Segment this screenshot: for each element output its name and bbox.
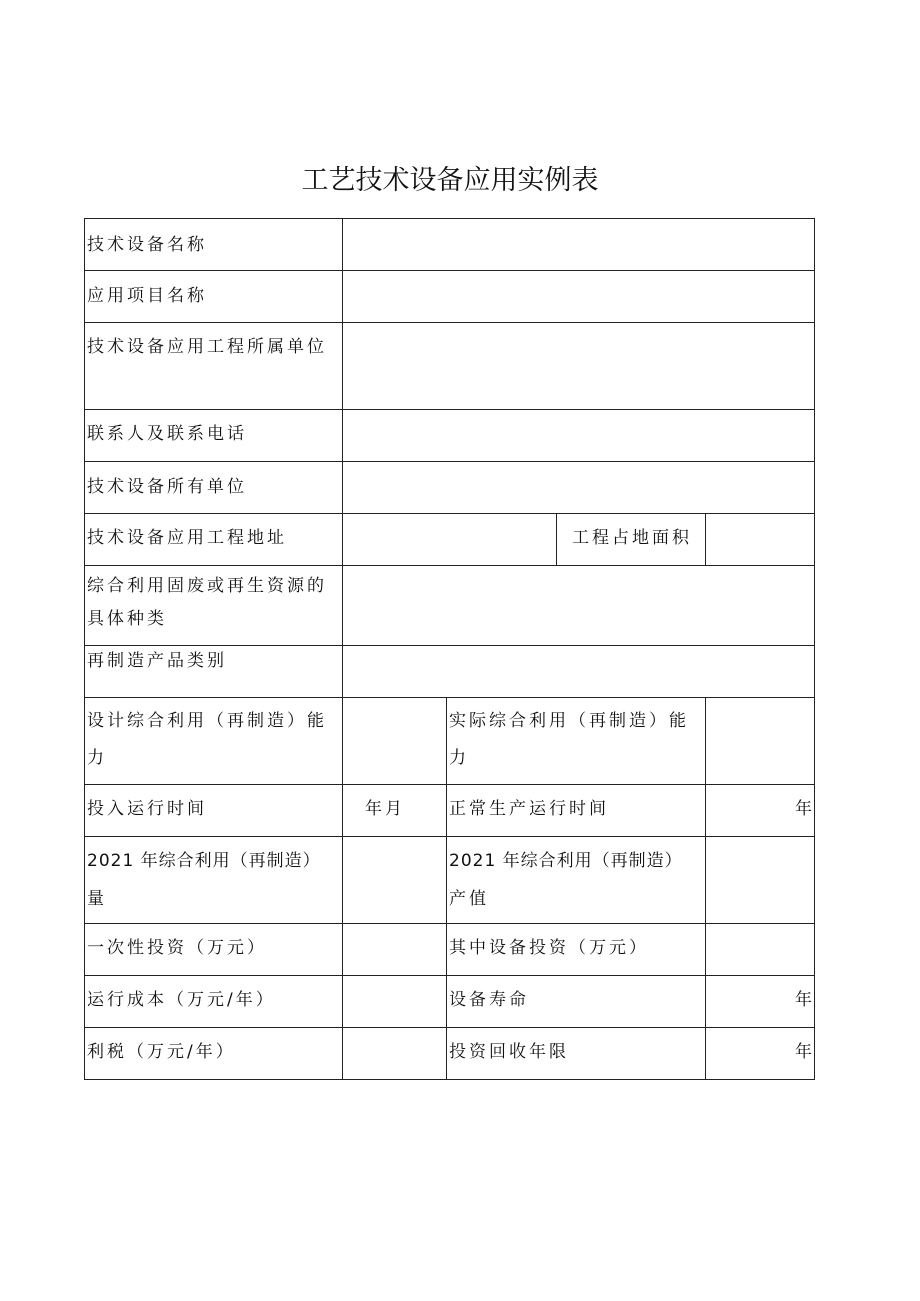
label-profit-tax: 利税（万元/年）: [87, 1042, 236, 1062]
page-title: 工艺技术设备应用实例表: [301, 165, 599, 196]
label-remanufacture-category: 再制造产品类别: [87, 651, 227, 671]
label-equipment-name: 技术设备名称: [87, 235, 207, 255]
label-project-address: 技术设备应用工程地址: [87, 528, 287, 548]
label-operating-cost: 运行成本（万元/年）: [87, 990, 276, 1010]
label-design-capacity-line1: 设计综合利用（再制造）能: [87, 711, 327, 731]
equipment-name-value[interactable]: [343, 219, 814, 270]
label-actual-capacity-line1: 实际综合利用（再制造）能: [449, 711, 689, 731]
remanufacture-category-value[interactable]: [343, 646, 814, 697]
project-owner-unit-value[interactable]: [343, 323, 814, 409]
label-equipment-life: 设备寿命: [449, 990, 529, 1010]
label-one-time-investment: 一次性投资（万元）: [87, 938, 267, 958]
label-normal-time: 正常生产运行时间: [449, 799, 609, 819]
start-time-unit: 年月: [365, 799, 405, 819]
normal-time-unit: 年: [795, 799, 812, 819]
label-actual-capacity-line2: 力: [449, 748, 469, 768]
label-land-area: 工程占地面积: [572, 528, 692, 548]
label-volume-2021-line1: 2021 年综合利用（再制造）: [87, 851, 321, 871]
label-waste-types-line2: 具体种类: [87, 609, 167, 629]
project-name-value[interactable]: [343, 271, 814, 322]
label-value-2021-line1: 2021 年综合利用（再制造）: [449, 851, 683, 871]
column-divider: [705, 697, 706, 1080]
label-project-name: 应用项目名称: [87, 286, 207, 306]
label-value-2021-line2: 产值: [449, 889, 489, 909]
contact-value[interactable]: [343, 410, 814, 461]
label-equipment-investment: 其中设备投资（万元）: [449, 938, 649, 958]
label-design-capacity-line2: 力: [87, 748, 107, 768]
label-payback-period: 投资回收年限: [449, 1042, 569, 1062]
label-start-time: 投入运行时间: [87, 799, 207, 819]
land-area-value[interactable]: [706, 514, 814, 565]
label-volume-2021-line2: 量: [87, 889, 107, 909]
label-project-owner-unit: 技术设备应用工程所属单位: [87, 337, 327, 357]
column-divider: [446, 697, 447, 1080]
equipment-life-unit: 年: [795, 990, 812, 1010]
waste-types-value[interactable]: [343, 566, 814, 645]
project-address-value[interactable]: [343, 514, 556, 565]
label-contact: 联系人及联系电话: [87, 424, 247, 444]
payback-period-unit: 年: [795, 1042, 812, 1062]
column-divider: [556, 513, 557, 565]
label-equipment-owner-unit: 技术设备所有单位: [87, 477, 247, 497]
equipment-owner-unit-value[interactable]: [343, 462, 814, 513]
label-waste-types-line1: 综合利用固废或再生资源的: [87, 576, 327, 596]
